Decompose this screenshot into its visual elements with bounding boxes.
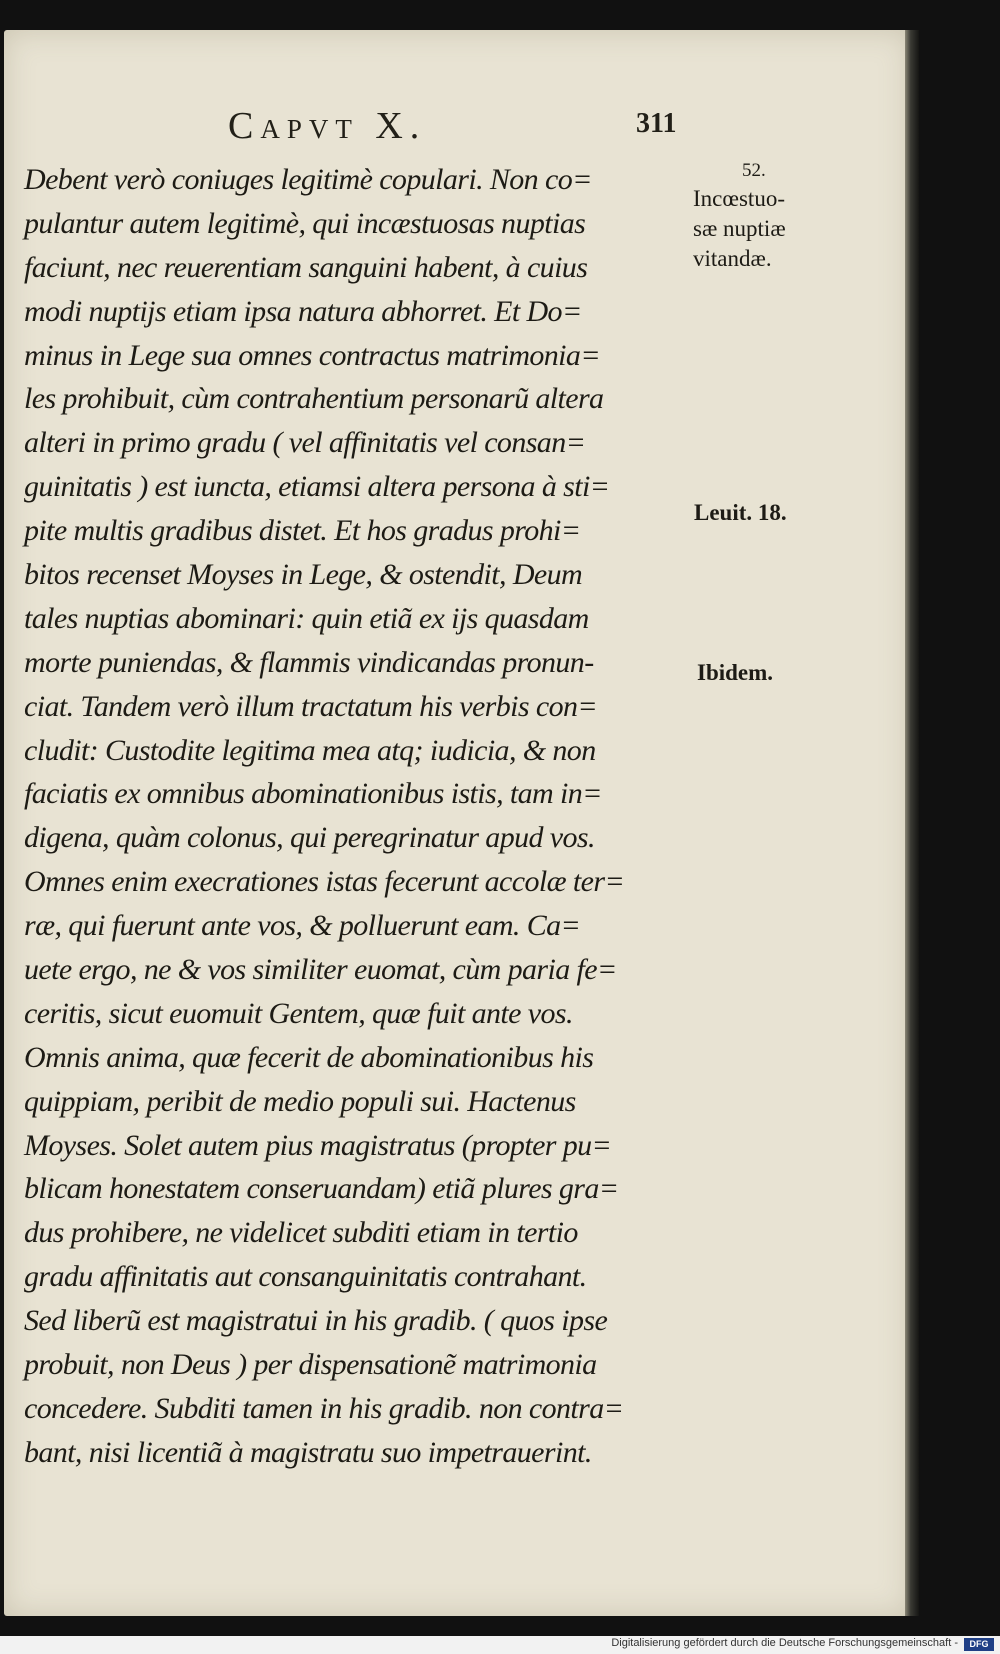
- text-line: digena, quàm colonus, qui peregrinatur apud vos.: [24, 821, 595, 855]
- margin-note-line: sæ nuptiæ: [693, 216, 786, 241]
- text-line: ræ, qui fuerunt ante vos, & polluerunt eam. Ca=: [24, 909, 581, 943]
- page-edge: [905, 30, 919, 1616]
- text-line: Omnes enim execrationes istas fecerunt accolæ ter=: [24, 865, 625, 899]
- text-line: morte puniendas, & flammis vindicandas pronun-: [24, 645, 594, 679]
- text-line: cludit: Custodite legitima mea atq; iudicia, & non: [24, 733, 596, 767]
- text-line: modi nuptijs etiam ipsa natura abhorret. Et Do=: [24, 294, 582, 328]
- text-line: gradu affinitatis aut consanguinitatis contrahant.: [24, 1260, 587, 1294]
- text-line: ceritis, sicut euomuit Gentem, quæ fuit ante vos.: [24, 996, 573, 1030]
- margin-note-leuit: Leuit. 18.: [694, 500, 787, 525]
- margin-note-number: 52.: [742, 160, 766, 181]
- margin-note-line: Incœstuo-: [693, 186, 785, 211]
- text-line: minus in Lege sua omnes contractus matrimonia=: [24, 338, 600, 372]
- text-line: bitos recenset Moyses in Lege, & ostendit, Deum: [24, 558, 583, 592]
- text-line: bant, nisi licentiã à magistratu suo impetrauerint.: [24, 1435, 592, 1469]
- text-line: probuit, non Deus ) per dispensationẽ matrimonia: [24, 1348, 597, 1382]
- text-line: pulantur autem legitimè, qui incæstuosas nuptias: [24, 206, 586, 240]
- margin-note-incest: [693, 184, 843, 274]
- text-line: faciunt, nec reuerentiam sanguini habent, à cuius: [24, 250, 588, 284]
- text-line: quippiam, peribit de medio populi sui. Hactenus: [24, 1084, 576, 1118]
- text-line: Moyses. Solet autem pius magistratus (propter pu=: [24, 1128, 612, 1162]
- text-line: tales nuptias abominari: quin etiã ex ijs quasdam: [24, 601, 589, 635]
- text-line: dus prohibere, ne videlicet subditi etiam in tertio: [24, 1216, 578, 1250]
- margin-note-ibidem: Ibidem.: [697, 660, 774, 685]
- text-line: alteri in primo gradu ( vel affinitatis vel consan=: [24, 426, 586, 460]
- text-line: les prohibuit, cùm contrahentium personarũ altera: [24, 382, 604, 416]
- text-line: ciat. Tandem verò illum tractatum his verbis con=: [24, 689, 598, 723]
- margin-note-line: vitandæ.: [693, 246, 772, 271]
- body-text: [24, 158, 704, 1475]
- text-line: faciatis ex omnibus abominationibus istis, tam in=: [24, 777, 602, 811]
- text-line: Debent verò coniuges legitimè copulari. Non co=: [24, 163, 592, 196]
- dfg-logo: DFG: [964, 1638, 994, 1651]
- text-line: concedere. Subditi tamen in his gradib. non contra=: [24, 1391, 624, 1425]
- text-line: pite multis gradibus distet. Et hos gradus prohi=: [24, 514, 581, 548]
- text-line: guinitatis ) est iuncta, etiamsi altera persona à sti=: [24, 470, 610, 504]
- text-line: Omnis anima, quæ fecerit de abominationibus his: [24, 1040, 594, 1074]
- chapter-heading: Capvt X.: [228, 105, 427, 147]
- page-number: 311: [636, 108, 677, 139]
- text-line: Sed liberũ est magistratui in his gradib. ( quos ipse: [24, 1304, 608, 1338]
- text-line: blicam honestatem conseruandam) etiã plures gra=: [24, 1172, 619, 1206]
- text-line: uete ergo, ne & vos similiter euomat, cùm paria fe=: [24, 953, 617, 987]
- footer-credit: Digitalisierung gefördert durch die Deutsche Forschungsgemeinschaft -: [611, 1637, 958, 1649]
